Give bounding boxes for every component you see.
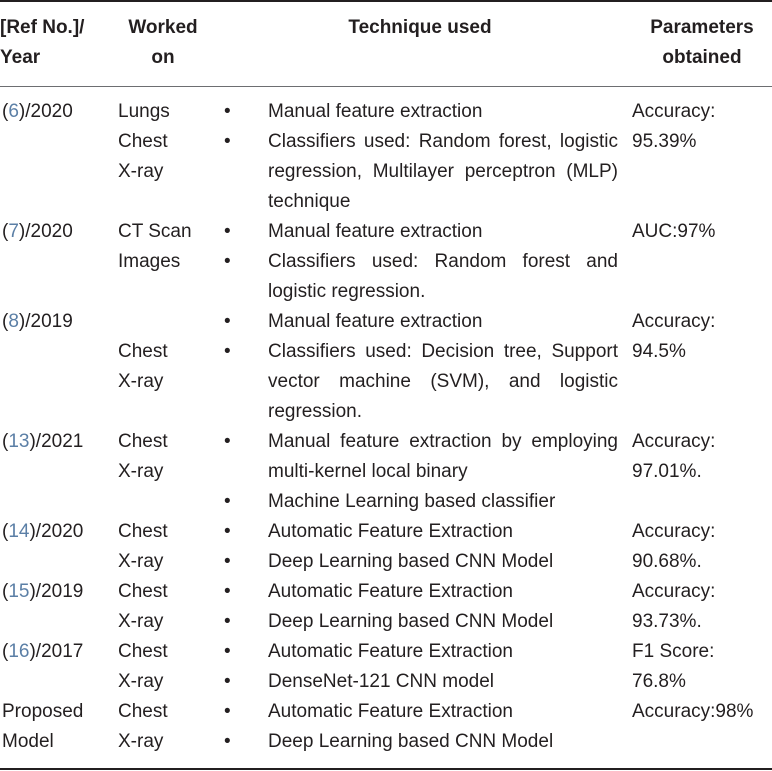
ref-year-cell [2,577,114,607]
technique-bullet [222,547,618,577]
ref-open: ( [2,221,9,242]
parameter-text: Accuracy: [632,431,716,452]
technique-cell [222,217,618,307]
worked-on-text: X-ray [118,551,164,572]
bullet-text: Manual feature extraction [268,221,483,242]
ref-number-link[interactable]: 13 [8,431,30,452]
worked-on-cell [118,217,218,277]
ref-text [2,577,114,607]
header-worked-on: Worked on [128,17,198,68]
bullet-icon: • [224,341,231,362]
parameter-text: Accuracy: [632,311,716,332]
worked-on-text: X-ray [118,461,164,482]
parameters-cell [632,697,772,727]
ref-close: ) [29,641,36,662]
technique-cell [222,97,618,217]
ref-text [2,427,114,457]
worked-on-text: X-ray [118,371,164,392]
bullet-icon: • [224,641,231,662]
parameter-text: 97.01%. [632,461,702,482]
technique-bullet [222,697,618,727]
parameter-text: 93.73%. [632,611,702,632]
bullet-text: Automatic Feature Extraction [268,581,513,602]
ref-open: ( [2,101,9,122]
bullet-text: Manual feature extraction by employing multi-kernel local binary [268,431,618,482]
bullet-text: Classifiers used: Random forest, logistic regression, Multilayer perceptron (MLP) technique [268,131,618,212]
technique-bullet [222,337,618,427]
parameter-text: 76.8% [632,671,686,692]
bullet-icon: • [224,491,231,512]
ref-year-cell [2,697,114,757]
technique-bullet [222,307,618,337]
ref-year: /2019 [35,581,84,602]
ref-text: Proposed [2,701,84,722]
bullet-icon: • [224,221,231,242]
worked-on-text [118,307,218,337]
worked-on-text: Lungs [118,101,170,122]
technique-cell [222,697,618,757]
ref-year-cell [2,97,114,127]
worked-on-cell [118,517,218,577]
ref-text: Model [2,731,54,752]
bullet-text: Manual feature extraction [268,311,483,332]
parameter-text: 95.39% [632,131,697,152]
worked-on-text: Chest [118,131,168,152]
bullet-icon: • [224,101,231,122]
parameters-cell [632,97,772,157]
technique-bullet [222,577,618,607]
bullet-icon: • [224,311,231,332]
technique-bullet [222,637,618,667]
parameter-text: Accuracy: [632,521,716,542]
bullet-icon: • [224,131,231,152]
worked-on-cell [118,697,218,757]
ref-year: /2017 [35,641,84,662]
bullet-text: Automatic Feature Extraction [268,701,513,722]
technique-bullet [222,217,618,247]
technique-bullet [222,607,618,637]
bullet-text: Deep Learning based CNN Model [268,731,554,752]
ref-year: /2020 [25,101,73,122]
worked-on-text: X-ray [118,731,164,752]
technique-bullet [222,127,618,217]
ref-text [2,97,114,127]
ref-close: ) [29,431,36,452]
ref-year-cell [2,217,114,247]
worked-on-text: Images [118,251,181,272]
ref-number-link[interactable]: 6 [8,101,19,122]
bullet-text: Automatic Feature Extraction [268,521,513,542]
bullet-text: Manual feature extraction [268,101,483,122]
bullet-icon: • [224,611,231,632]
ref-close: ) [29,521,36,542]
worked-on-cell [118,577,218,637]
ref-close: ) [18,311,26,332]
worked-on-text: Chest [118,341,168,362]
parameters-cell [632,517,772,577]
bullet-text: Deep Learning based CNN Model [268,611,554,632]
bottom-rule [0,768,772,770]
ref-open: ( [2,581,9,602]
parameter-text: AUC:97% [632,221,716,242]
worked-on-text: Chest [118,521,168,542]
parameter-text: Accuracy:98% [632,701,754,722]
technique-cell [222,637,618,697]
parameters-cell [632,637,772,697]
ref-text [2,217,114,247]
ref-close: ) [18,221,26,242]
worked-on-text: Chest [118,641,168,662]
worked-on-cell [118,97,218,187]
worked-on-text: X-ray [118,671,164,692]
ref-open: ( [2,641,9,662]
technique-cell [222,307,618,427]
parameter-text: Accuracy: [632,101,716,122]
technique-cell [222,427,618,517]
parameters-cell [632,307,772,367]
ref-open: ( [2,431,9,452]
worked-on-text: Chest [118,701,168,722]
bullet-text: Automatic Feature Extraction [268,641,513,662]
bullet-icon: • [224,551,231,572]
parameters-cell [632,577,772,637]
worked-on-cell [118,427,218,487]
bullet-icon: • [224,671,231,692]
technique-bullet [222,427,618,487]
ref-year-cell [2,637,114,667]
technique-bullet [222,487,618,517]
ref-number-link[interactable]: 8 [8,311,19,332]
bullet-icon: • [224,251,231,272]
ref-text [2,517,114,547]
worked-on-cell [118,637,218,697]
technique-bullet [222,667,618,697]
top-rule [0,0,772,2]
ref-text [2,637,114,667]
ref-close: ) [29,581,36,602]
bullet-icon: • [224,581,231,602]
parameters-cell [632,217,772,247]
ref-number-link[interactable]: 7 [8,221,19,242]
parameter-text: Accuracy: [632,581,716,602]
ref-year-cell [2,517,114,547]
parameters-cell [632,427,772,487]
ref-year: /2020 [25,221,73,242]
ref-number-link[interactable]: 16 [8,641,30,662]
ref-close: ) [18,101,26,122]
parameter-text: 90.68%. [632,551,702,572]
worked-on-cell [118,307,218,397]
ref-number-link[interactable]: 15 [8,581,30,602]
worked-on-text: Chest [118,581,168,602]
header-parameters: Parameters obtained [650,17,754,68]
worked-on-text: Chest [118,431,168,452]
parameter-text: 94.5% [632,341,686,362]
ref-open: ( [2,521,9,542]
ref-number-link[interactable]: 14 [8,521,30,542]
ref-text [2,307,114,337]
bullet-text: Deep Learning based CNN Model [268,551,554,572]
ref-year: /2021 [35,431,84,452]
worked-on-text: X-ray [118,611,164,632]
bullet-icon: • [224,701,231,722]
ref-year: /2020 [35,521,84,542]
bullet-icon: • [224,731,231,752]
technique-bullet [222,727,618,757]
bullet-text: Classifiers used: Decision tree, Support vector machine (SVM), and logistic regression. [268,341,618,422]
technique-bullet [222,247,618,307]
bullet-text: Machine Learning based classifier [268,491,556,512]
bullet-text: DenseNet-121 CNN model [268,671,494,692]
worked-on-text: X-ray [118,161,164,182]
ref-open: ( [2,311,9,332]
technique-bullet [222,517,618,547]
technique-bullet [222,97,618,127]
ref-year: /2019 [25,311,73,332]
header-ref: [Ref No.]/ Year [0,17,85,68]
bullet-icon: • [224,521,231,542]
worked-on-text: CT Scan [118,221,192,242]
technique-cell [222,517,618,577]
bullet-icon: • [224,431,231,452]
parameter-text: F1 Score: [632,641,715,662]
header-technique: Technique used [348,17,492,38]
ref-year-cell [2,307,114,337]
ref-year-cell [2,427,114,457]
technique-cell [222,577,618,637]
header-rule [0,86,772,87]
bullet-text: Classifiers used: Random forest and logistic regression. [268,251,618,302]
